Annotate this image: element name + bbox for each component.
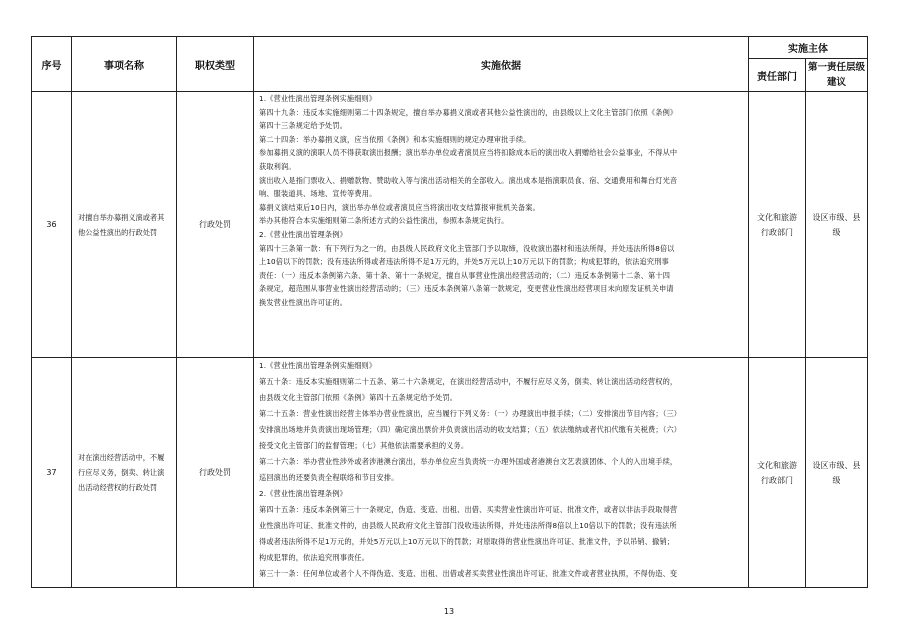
- basis-line: 第四十九条：违反本实施细则第二十四条规定，擅自举办募捐义演或者其他公益性演出的，由县级以上文化主管部门依照《条例》: [259, 107, 678, 117]
- basis-line: 第三十一条：任何单位或者个人不得伪造、变造、出租、出借或者买卖营业性演出许可证、批准文件或者营业执照，不得伪造、变: [259, 569, 678, 578]
- basis-line: 由县级文化主管部门依照《条例》第四十五条规定给予处罚。: [259, 393, 458, 402]
- row-power-type: 行政处罚: [177, 358, 254, 588]
- basis-line: 第二十四条：举办募捐义演，应当依照《条例》和本实施细则的规定办理审批手续。: [259, 134, 531, 144]
- basis-line: 责任：（一）违反本条例第六条、第十条、第十一条规定，擅自从事营业性演出经营活动的；（二）违反本条例第十二条、第十四: [259, 270, 671, 280]
- basis-line: 接受文化主管部门的监督管理；（七）其他依法需要承担的义务。: [259, 441, 469, 450]
- basis-line: 1.《营业性演出管理条例实施细则》: [259, 361, 377, 370]
- basis-line: 募捐义演结束后10日内，演出举办单位或者演员应当将演出收支结算报审批机关备案。: [259, 202, 540, 212]
- header-no: 序号: [32, 37, 72, 92]
- basis-line: 构成犯罪的，依法追究刑事责任。: [259, 553, 370, 562]
- row-first-level: 设区市级、县级: [806, 92, 868, 358]
- page-number: 13: [443, 607, 455, 616]
- row-item-name: 对在演出经营活动中，不履行应尽义务，倒卖、转让演出活动经营权的行政处罚: [72, 358, 177, 588]
- header-subject: 实施主体: [749, 37, 868, 59]
- header-basis: 实施依据: [254, 37, 749, 92]
- basis-line: 第四十三条第一款：有下列行为之一的，由县级人民政府文化主管部门予以取缔，没收演出器材和违法所得，并处违法所得8倍以: [259, 243, 675, 253]
- row-dept: 文化和旅游行政部门: [749, 358, 806, 588]
- basis-line: 第二十六条：举办营业性涉外或者涉港澳台演出，举办单位应当负责统一办理外国或者港澳台文艺表演团体、个人的入出境手续，: [259, 457, 678, 466]
- basis-line: 业性演出许可证、批准文件的，由县级人民政府文化主管部门没收违法所得，并处违法所得8倍以上10倍以下的罚款；没有违法所: [259, 521, 677, 530]
- header-item-name: 事项名称: [72, 37, 177, 92]
- basis-line: 得或者违法所得不足1万元的，并处5万元以上10万元以下的罚款；对原取得的营业性演出许可证、批准文件，予以吊销、撤销；: [259, 537, 675, 546]
- basis-line: 响、服装道具、场地、宣传等费用。: [259, 189, 377, 199]
- basis-line: 条规定，超范围从事营业性演出经营活动的；（三）违反本条例第八条第一款规定，变更营业性演出经营项目未向原发证机关申请: [259, 284, 674, 294]
- row-basis: [254, 358, 749, 588]
- basis-line: 第四十三条规定给予处罚。: [259, 121, 348, 131]
- basis-line: 上10倍以下的罚款；没有违法所得或者违法所得不足1万元的，并处5万元以上10万元以下的罚款；构成犯罪的，依法追究刑事: [259, 257, 669, 267]
- basis-line: 1.《营业性演出管理条例实施细则》: [259, 94, 377, 103]
- header-power-type: 职权类型: [177, 37, 254, 92]
- basis-line: 参加募捐义演的演职人员不得获取演出报酬；演出举办单位或者演员应当将扣除成本后的演出收入捐赠给社会公益事业，不得从中: [259, 148, 678, 158]
- row-no: 36: [32, 92, 72, 358]
- basis-line: 举办其他符合本实施细则第二条所述方式的公益性演出，参照本条规定执行。: [259, 216, 509, 226]
- header-first-level: 第一责任层级建议: [806, 59, 868, 92]
- row-dept: 文化和旅游行政部门: [749, 92, 806, 358]
- basis-line: 第二十五条：营业性演出经营主体举办营业性演出，应当履行下列义务：（一）办理演出申报手续；（二）安排演出节目内容；（三）: [259, 409, 682, 418]
- row-item-name: 对擅自举办募捐义演或者其他公益性演出的行政处罚: [72, 92, 177, 358]
- table-row: [32, 358, 868, 588]
- basis-line: 获取利润。: [259, 161, 296, 171]
- row-power-type: 行政处罚: [177, 92, 254, 358]
- basis-line: 安排演出场地并负责演出现场管理；（四）确定演出票价并负责演出活动的收支结算；（五）依法缴纳或者代扣代缴有关税费；（六）: [259, 425, 682, 434]
- enforcement-items-table: [31, 36, 868, 588]
- header-dept: 责任部门: [749, 59, 806, 92]
- basis-line: 换发营业性演出许可证的。: [259, 297, 348, 307]
- row-first-level: 设区市级、县级: [806, 358, 868, 588]
- row-basis: [254, 92, 749, 358]
- basis-line: 2.《营业性演出管理条例》: [259, 489, 347, 498]
- basis-line: 2.《营业性演出管理条例》: [259, 229, 347, 239]
- basis-line: 第四十五条：违反本条例第三十一条规定，伪造、变造、出租、出借、买卖营业性演出许可证、批准文件，或者以非法手段取得营: [259, 505, 678, 514]
- basis-line: 第五十条：违反本实施细则第二十五条、第二十六条规定，在演出经营活动中，不履行应尽义务，倒卖、转让演出活动经营权的，: [259, 377, 678, 386]
- row-no: 37: [32, 358, 72, 588]
- basis-line: 演出收入是指门票收入、捐赠款物、赞助收入等与演出活动相关的全部收入。演出成本是指演职员食、宿、交通费用和舞台灯光音: [259, 175, 678, 185]
- table-row: [32, 92, 868, 358]
- basis-line: 巡回演出的还要负责全程联络和节目安排。: [259, 473, 399, 482]
